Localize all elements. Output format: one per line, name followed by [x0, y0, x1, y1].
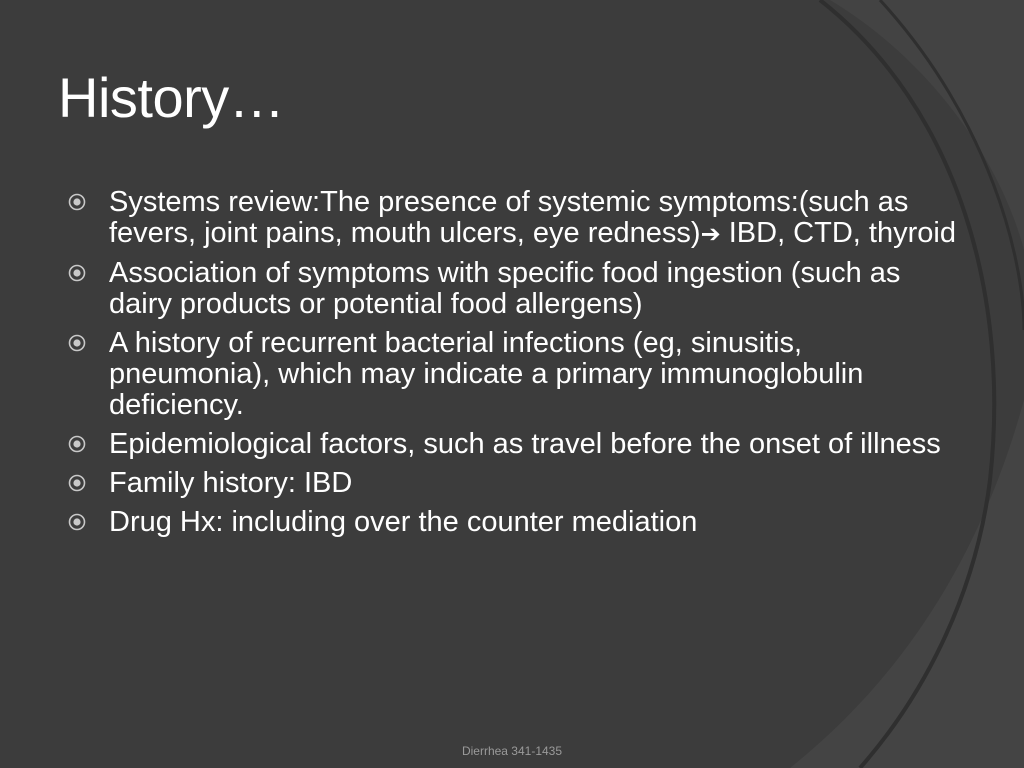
bullet-text: Family history: IBD — [109, 467, 353, 499]
bullet-item-systems-review — [68, 187, 968, 250]
slide-title: History… — [58, 66, 285, 129]
target-bullet-icon — [68, 334, 86, 352]
bullet-text: Drug Hx: including over the counter mediation — [109, 506, 698, 538]
bullet-list — [68, 187, 968, 546]
bullet-item-family-history — [68, 468, 968, 499]
bullet-text: A history of recurrent bacterial infections (eg, sinusitis, pneumonia), which may indicate a primary immunoglobulin deficiency. — [109, 327, 864, 421]
bullet-text: Association of symptoms with specific food ingestion (such as dairy products or potential food allergens) — [109, 257, 901, 320]
bullet-item-epidemiological-factors — [68, 429, 968, 460]
bullet-text: Systems review:The presence of systemic symptoms:(such as fevers, joint pains, mouth ulcers, eye redness) — [109, 186, 909, 249]
bullet-item-drug-history — [68, 507, 968, 538]
target-bullet-icon — [68, 193, 86, 211]
bullet-text-continued: IBD, CTD, thyroid — [720, 217, 956, 249]
target-bullet-icon — [68, 264, 86, 282]
target-bullet-icon — [68, 513, 86, 531]
bullet-item-food-association — [68, 258, 968, 320]
target-bullet-icon — [68, 474, 86, 492]
bullet-item-recurrent-infections — [68, 328, 968, 421]
right-arrow-icon: ➔ — [700, 220, 721, 248]
bullet-text: Epidemiological factors, such as travel before the onset of illness — [109, 428, 941, 460]
target-bullet-icon — [68, 435, 86, 453]
slide-footer: Dierrhea 341-1435 — [461, 744, 563, 758]
